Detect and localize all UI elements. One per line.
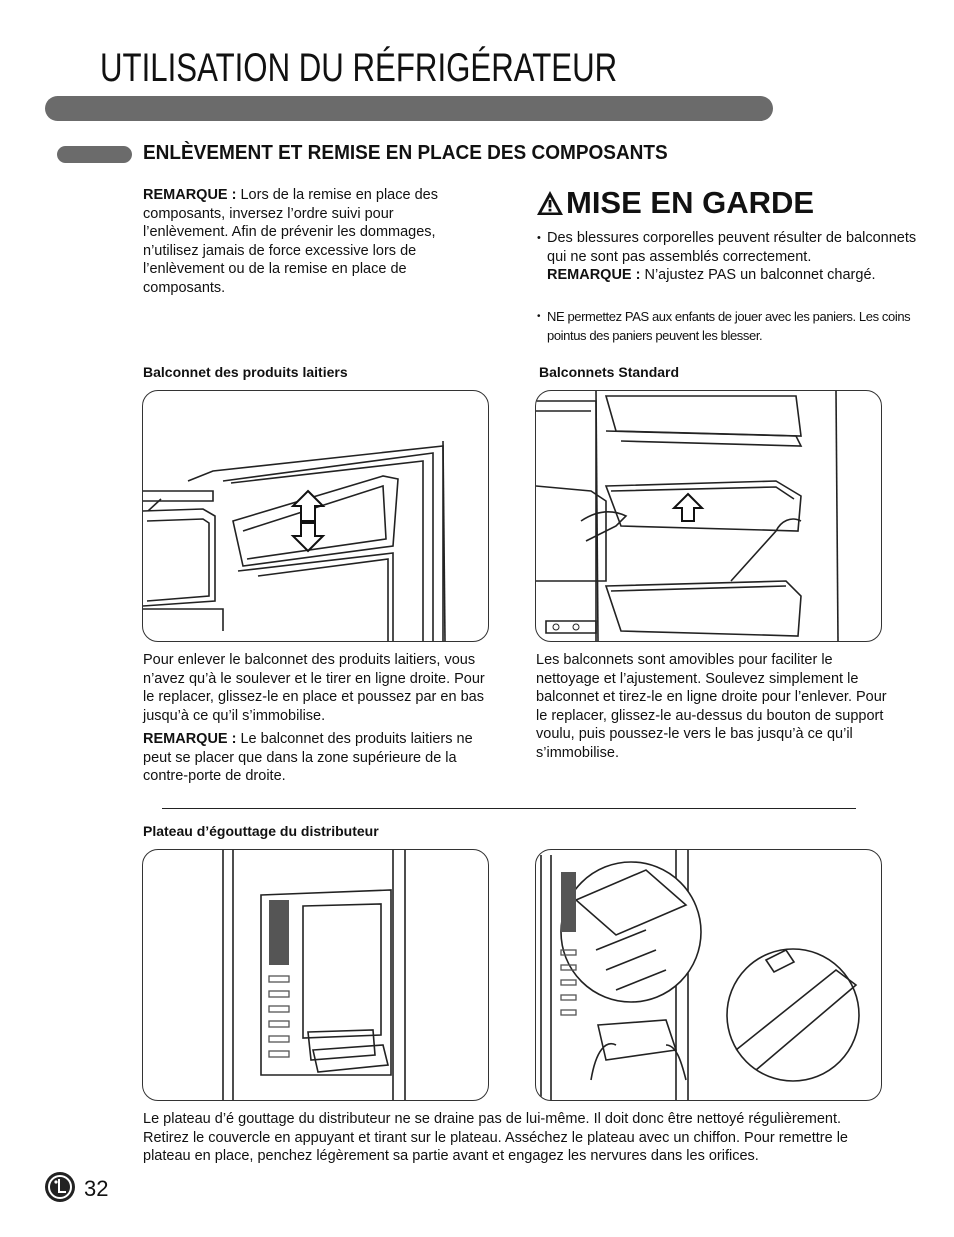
- standard-text: Les balconnets sont amovibles pour faciliter le nettoyage et l’ajustement. Soulevez simplement le balconnet et tirez-le en ligne droite pour l’enlever. Pour le replacer, glissez-le au-dessus du bouton de support voulu, puis poussez-le vers le bas jusqu’à ce qu’il s’immobilise.: [536, 652, 887, 761]
- drip-tray-caption: Plateau d’égouttage du distributeur: [143, 823, 379, 839]
- bullet-dot: •: [537, 311, 541, 322]
- dairy-remark-text: Le balconnet des produits laitiers ne peut se placer que dans la zone supérieure de la contre-porte de droite.: [143, 731, 473, 785]
- standard-bins-illustration: [535, 390, 882, 642]
- intro-remark: [143, 186, 473, 298]
- divider: [162, 808, 856, 809]
- page-title: UTILISATION DU RÉFRIGÉRATEUR: [100, 46, 618, 90]
- title-bar: [45, 96, 773, 121]
- lg-logo-icon: [45, 1172, 75, 1202]
- warning-bullet-1-text: Des blessures corporelles peuvent résulter de balconnets qui ne sont pas assemblés correctement.: [547, 230, 917, 265]
- section-marker: [57, 146, 132, 163]
- warning-remark-text: N’ajustez PAS un balconnet chargé.: [640, 267, 876, 284]
- lg-logo: [45, 1172, 75, 1202]
- intro-remark-text: Lors de la remise en place des composants, inversez l’ordre suivi pour l’enlèvement. Afin de prévenir les dommages, n’utilisez jamais de force excessive lors de l’enlèvement ou de la remise en place de composants.: [143, 187, 438, 296]
- dairy-remark: [143, 730, 493, 786]
- bullet-dot: •: [537, 232, 541, 244]
- page-number: 32: [84, 1176, 109, 1201]
- dairy-text: Pour enlever le balconnet des produits laitiers, vous n’avez qu’à le soulever et le tirer en ligne droite. Pour le replacer, glissez-le en place et poussez par en bas jusqu’à ce qu’il s’immobilise.: [143, 652, 485, 724]
- warning-remark-label: REMARQUE :: [547, 267, 641, 284]
- dairy-caption: Balconnet des produits laitiers: [143, 364, 348, 380]
- section-title: ENLÈVEMENT ET REMISE EN PLACE DES COMPOSANTS: [143, 142, 668, 164]
- intro-remark-label: REMARQUE :: [143, 187, 237, 203]
- warning-title: [536, 185, 814, 221]
- drip-tray-illustration: [535, 849, 882, 1101]
- dairy-bin-illustration: [142, 390, 489, 642]
- warning-bullet-2: [537, 307, 927, 345]
- warning-triangle-icon: [536, 190, 564, 216]
- drip-tray-text: Le plateau d’é gouttage du distributeur ne se draine pas de lui-même. Il doit donc être nettoyé régulièrement. Retirez le couvercle en appuyant et tirant sur le plateau. Asséchez le plateau avec un chiffon. Pour remettre le plateau en place, penchez légèrement sa partie avant et engagez les nervures dans les orifices.: [143, 1111, 848, 1165]
- dispenser-illustration: [142, 849, 489, 1101]
- warning-bullet-2-text: NE permettez PAS aux enfants de jouer avec les paniers. Les coins pointus des paniers peuvent les blesser.: [547, 309, 911, 343]
- warning-title-text: MISE EN GARDE: [566, 185, 815, 220]
- standard-caption: Balconnets Standard: [539, 364, 680, 380]
- warning-bullet-1: [537, 229, 917, 285]
- dairy-remark-label: REMARQUE :: [143, 731, 237, 747]
